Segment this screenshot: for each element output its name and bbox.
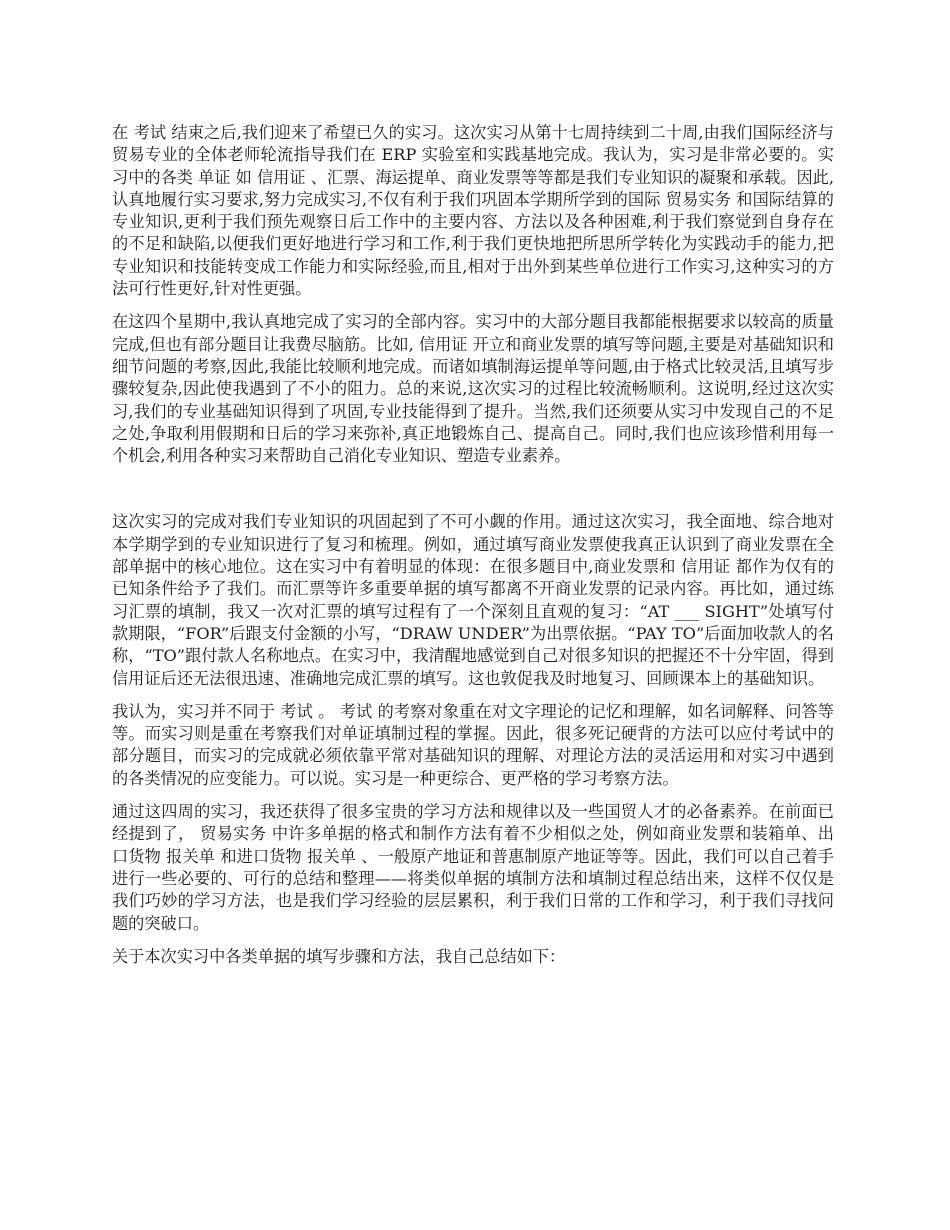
paragraph-knowledge-consolidation: 这次实习的完成对我们专业知识的巩固起到了不可小觑的作用。通过这次实习，我全面地、综合地对本学期学到的专业知识进行了复习和梳理。例如，通过填写商业发票使我真正认识到了商业发票在全部单据中的核心地位。这在实习中有着明显的体现：在很多题目中,商业发票和 信用证 都作为仅有的已知条件给予了我们。而汇票等许多重要单据的填写都离不开商业发票的记录内容。再比如，通过练习汇票的填制，我又一次对汇票的填写过程有了一个深刻且直观的复习：“AT ___ SIGHT”处填写付款期限，“FOR”后跟支付金额的小写，“DRAW UNDER”为出票依据。“PAY TO”后面加收款人的名称，“TO”跟付款人名称地点。在实习中，我清醒地感觉到自己对很多知识的把握还不十分牢固，得到信用证后还无法很迅速、准确地完成汇票的填写。这也敦促我及时地复习、回顾课本上的基础知识。 xyxy=(112,512,834,688)
paragraph-methods: 通过这四周的实习，我还获得了很多宝贵的学习方法和规律以及一些国贸人才的必备素养。在前面已经提到了， 贸易实务 中许多单据的格式和制作方法有着不少相似之处，例如商业发票和装箱单、出口货物 报关单 和进口货物 报关单 、一般原产地证和普惠制原产地证等等。因此，我们可以自己着手进行一些必要的、可行的总结和整理——将类似单据的填制方法和填制过程总结出来，这样不仅仅是我们巧妙的学习方法，也是我们学习经验的层层累积，利于我们日常的工作和学习，利于我们寻找问题的突破口。 xyxy=(112,802,834,933)
paragraph-intro: 在 考试 结束之后,我们迎来了希望已久的实习。这次实习从第十七周持续到二十周,由我们国际经济与贸易专业的全体老师轮流指导我们在 ERP 实验室和实践基地完成。我认为，实习是非常必要的。实习中的各类 单证 如 信用证 、汇票、海运提单、商业发票等等都是我们专业知识的凝聚和承载。因此,认真地履行实习要求,努力完成实习,不仅有利于我们巩固本学期所学到的国际 贸易实务 和国际结算的专业知识,更利于我们预先观察日后工作中的主要内容、方法以及各种困难,利于我们察觉到自身存在的不足和缺陷,以便我们更好地进行学习和工作,利于我们更快地把所思所学转化为实践动手的能力,把专业知识和技能转变成工作能力和实际经验,而且,相对于出外到某些单位进行工作实习,这种实习的方法可行性更好,针对性更强。 xyxy=(112,123,834,299)
paragraph-four-weeks: 在这四个星期中,我认真地完成了实习的全部内容。实习中的大部分题目我都能根据要求以较高的质量完成,但也有部分题目让我费尽脑筋。比如, 信用证 开立和商业发票的填写等问题,主要是对基础知识和细节问题的考察,因此,我能比较顺利地完成。而诸如填制海运提单等问题,由于格式比较灵活,且填写步骤较复杂,因此使我遇到了不小的阻力。总的来说,这次实习的过程比较流畅顺利。这说明,经过这次实习,我们的专业基础知识得到了巩固,专业技能得到了提升。当然,我们还须要从实习中发现自己的不足之处,争取利用假期和日后的学习来弥补,真正地锻炼自己、提高自己。同时,我们也应该珍惜利用每一个机会,利用各种实习来帮助自己消化专业知识、塑造专业素养。 xyxy=(112,312,834,466)
document-body xyxy=(112,122,834,968)
paragraph-exam-vs-practice: 我认为，实习并不同于 考试 。 考试 的考察对象重在对文字理论的记忆和理解，如名词解释、问答等等。而实习则是重在考察我们对单证填制过程的掌握。因此，很多死记硬背的方法可以应付考试中的部分题目，而实习的完成就必须依靠平常对基础知识的理解、对理论方法的灵活运用和对实习中遇到的各类情况的应变能力。可以说。实习是一种更综合、更严格的学习考察方法。 xyxy=(112,701,834,788)
paragraph-summary-intro: 关于本次实习中各类单据的填写步骤和方法，我自己总结如下： xyxy=(112,946,566,966)
